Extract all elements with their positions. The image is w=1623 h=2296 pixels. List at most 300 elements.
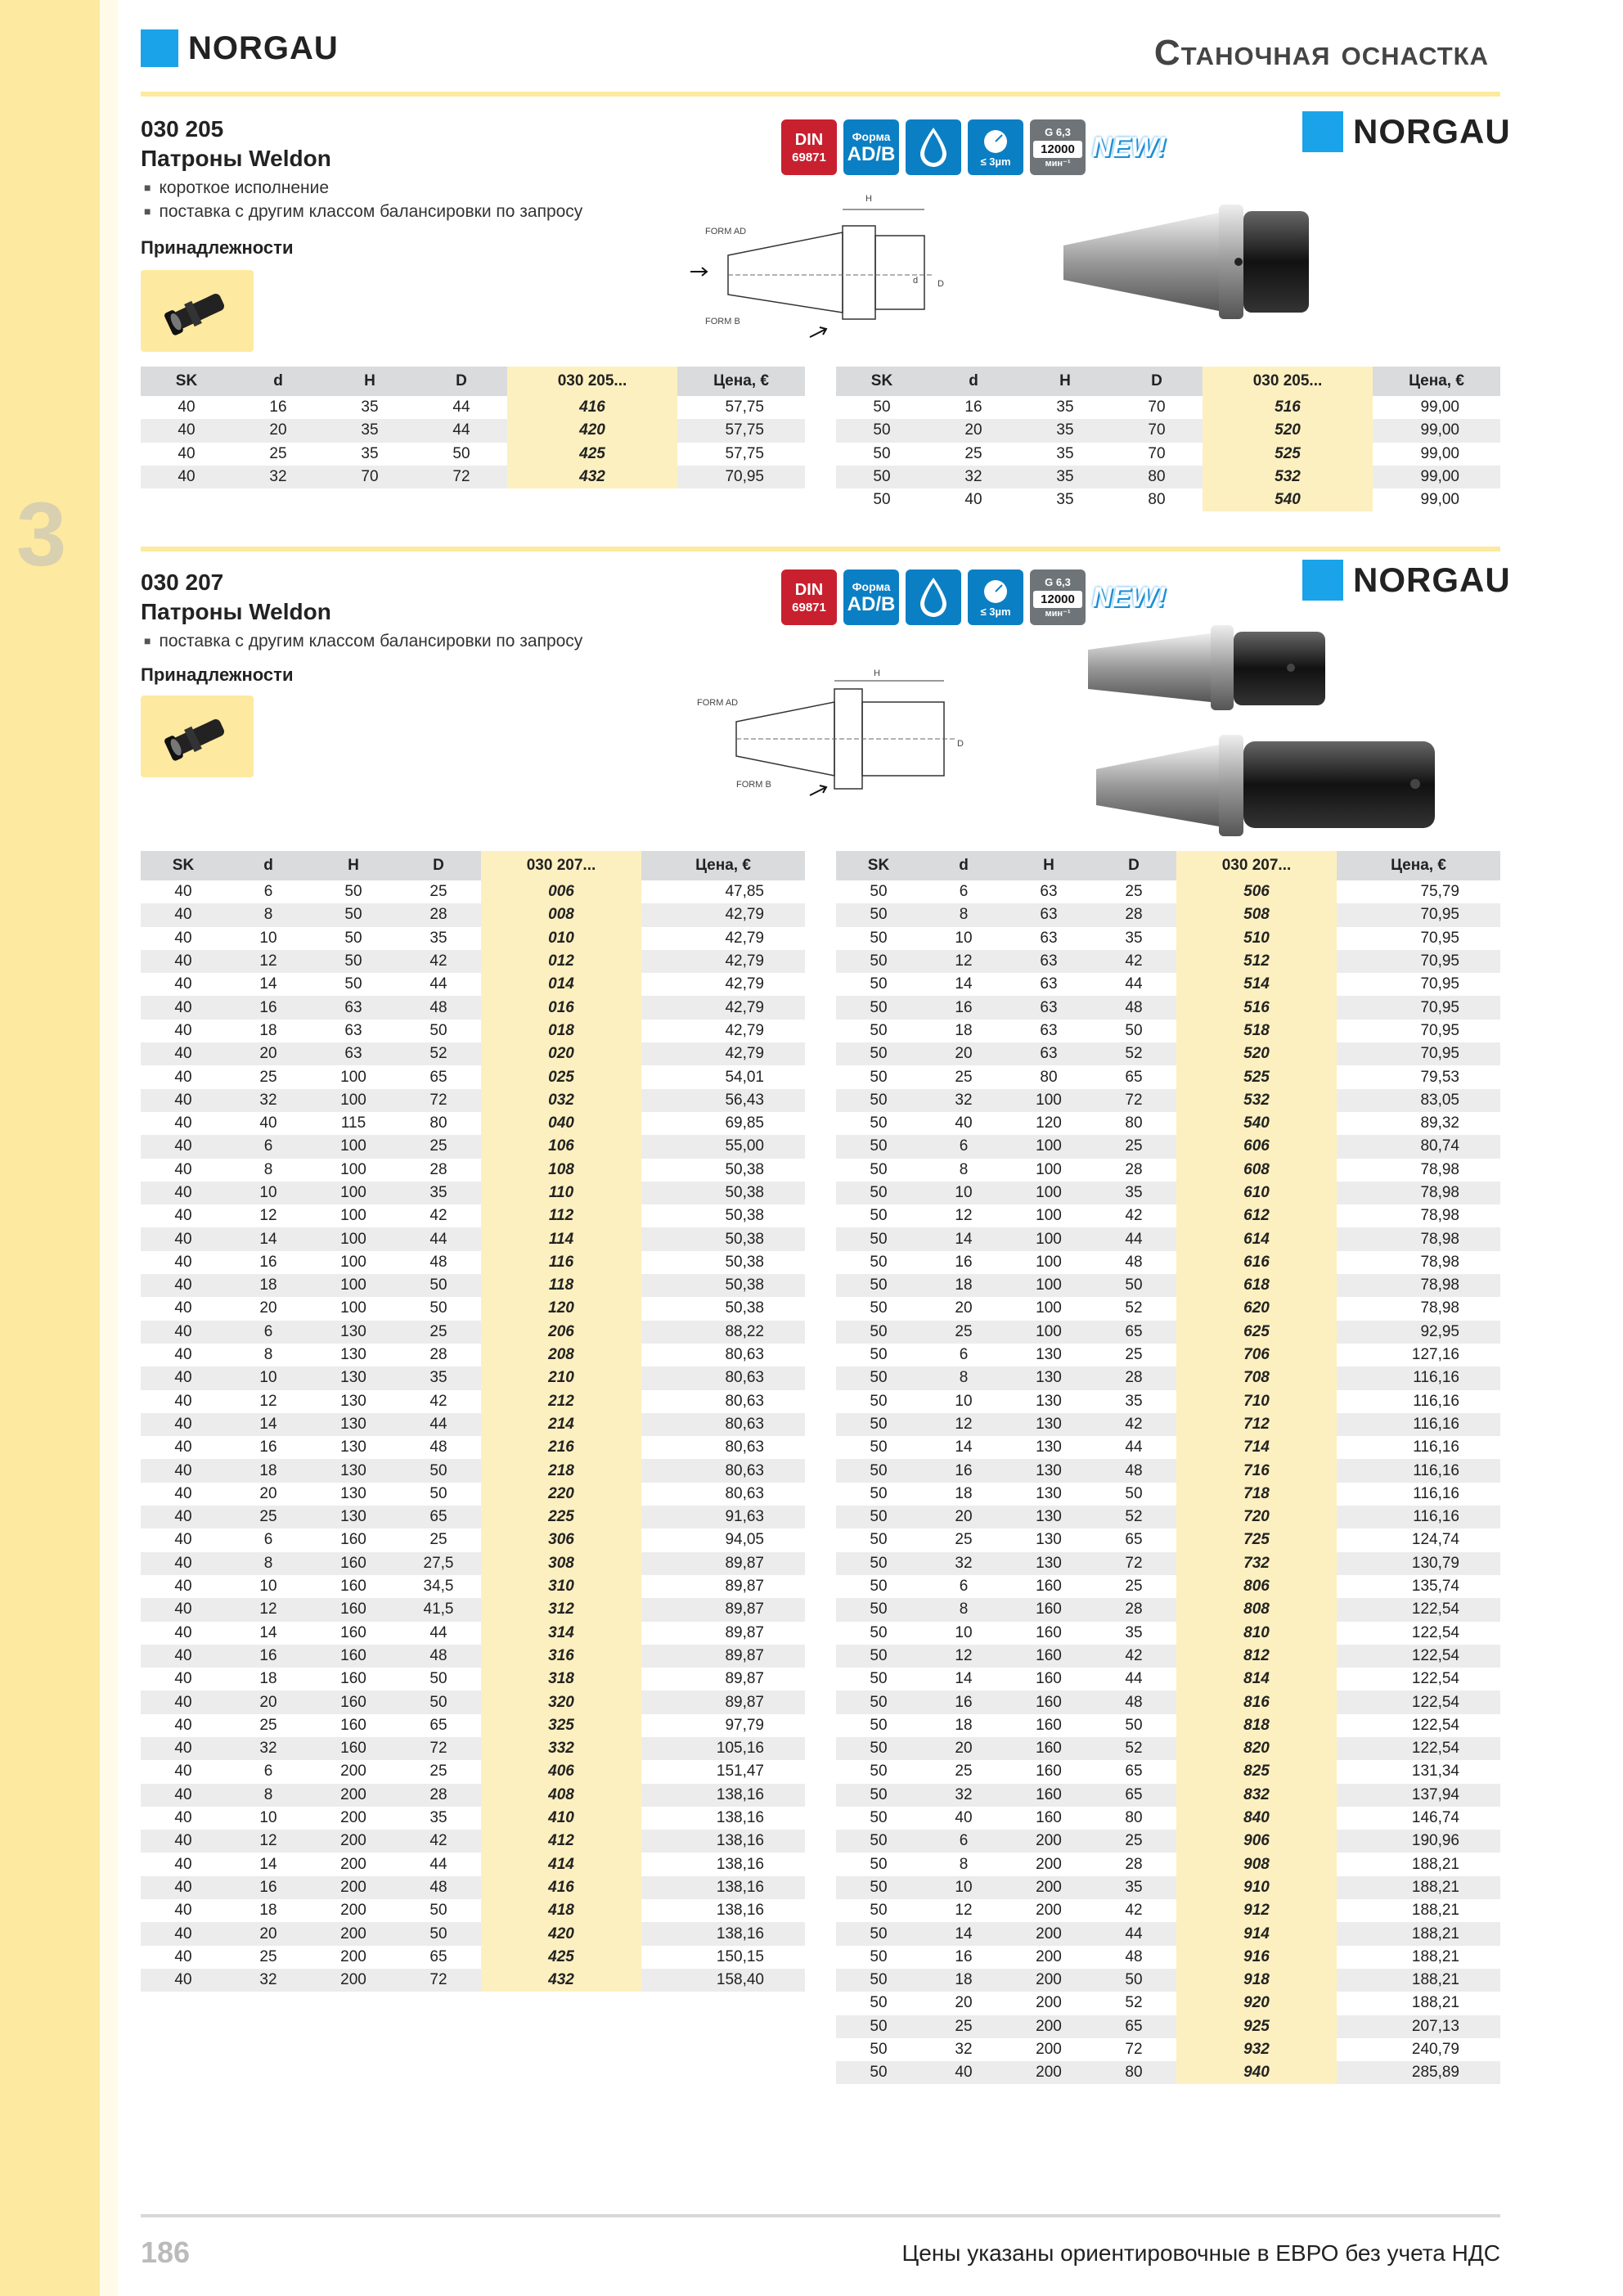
table-cell: 28 [429,1346,447,1364]
table-cell: 50 [836,2061,921,2084]
price-cell: 70,95 [1337,1042,1500,1065]
table-cell: 50 [870,1392,888,1410]
table-cell: 25 [396,1135,481,1158]
table-cell: 20 [226,1042,311,1065]
table-row [836,1552,1500,1575]
table-row [836,1737,1500,1760]
price-cell: 50,38 [725,1253,764,1271]
table-cell: 130 [1036,1392,1062,1410]
table-cell: 50 [870,1670,888,1688]
table-cell: 10 [955,1623,973,1641]
table-cell: 130 [340,1484,366,1502]
table-cell: 8 [226,1552,311,1575]
table-cell: 16 [921,1459,1006,1482]
price-cell: 138,16 [641,1876,805,1899]
table-cell: 40 [174,1623,192,1641]
order-code-cell: 525 [1203,443,1373,466]
table-cell: 16 [921,996,1006,1019]
table-cell: 32 [226,1969,311,1992]
table-cell: 40 [141,1042,226,1065]
table-cell: 16 [226,1876,311,1899]
table-row [141,1737,805,1760]
table-cell: 25 [1125,1346,1143,1364]
price-cell: 89,87 [725,1670,764,1688]
order-code-cell: 425 [481,1946,641,1969]
table-cell: 120 [1036,1114,1062,1132]
price-cell: 80,63 [641,1413,805,1436]
table-cell: 32 [232,466,324,488]
price-cell: 50,38 [641,1274,805,1297]
table-cell: 28 [1125,1855,1143,1873]
table-cell: 32 [928,466,1019,488]
table-cell: 44 [416,419,507,442]
table-cell: 50 [870,1947,888,1965]
table-cell: 40 [921,2061,1006,2084]
price-cell: 116,16 [1337,1366,1500,1389]
din-badge: DIN 69871 [781,119,837,175]
price-cell: 70,95 [1337,950,1500,973]
table-row [141,1366,805,1389]
order-code-cell: 820 [1176,1737,1337,1760]
order-code-cell: 306 [481,1528,641,1551]
table-row [141,1089,805,1112]
table-cell: 63 [344,1021,362,1039]
table-cell: 130 [311,1506,396,1528]
table-cell: 10 [955,929,973,947]
table-cell: 72 [416,466,507,488]
table-row [836,1876,1500,1899]
table-cell: 25 [1091,1830,1176,1853]
table-cell: 160 [1036,1623,1062,1641]
table-cell: 25 [429,1531,447,1549]
table-cell: 200 [340,1855,366,1873]
table-row [836,1366,1500,1389]
price-cell: 138,16 [641,1830,805,1853]
table-cell: 25 [396,1321,481,1344]
table-row [836,1251,1500,1274]
table-row [836,1042,1500,1065]
runout-gauge-icon: ≤ 3µm [968,119,1023,175]
price-cell: 158,40 [641,1969,805,1992]
table-cell: 40 [174,1068,192,1086]
table-cell: 200 [1036,2040,1062,2058]
table-cell: 50 [836,1459,921,1482]
price-cell: 78,98 [1337,1274,1500,1297]
table-cell: 50 [836,1645,921,1668]
table-cell: 40 [174,1438,192,1456]
table-cell: 50 [429,1484,447,1502]
table-cell: 48 [429,1438,447,1456]
table-cell: 25 [955,1068,973,1086]
order-code-cell: 808 [1176,1598,1337,1621]
table-cell: 42 [429,1207,447,1225]
table-cell: 16 [269,398,287,416]
table-cell: 160 [1006,1645,1091,1668]
order-code-cell: 220 [481,1483,641,1506]
order-code-cell: 018 [481,1020,641,1042]
order-code-cell: 318 [481,1668,641,1690]
table-cell: 50 [836,903,921,926]
pull-stud-icon [141,270,254,352]
table-cell: 40 [174,1855,192,1873]
table-row [836,1830,1500,1853]
table-cell: 130 [1006,1413,1091,1436]
table-row [836,1089,1500,1112]
price-cell: 99,00 [1373,419,1500,442]
price-cell: 75,79 [1420,883,1459,901]
order-code-cell: 832 [1176,1784,1337,1807]
table-cell: 130 [1006,1506,1091,1528]
table-cell: 50 [429,1670,447,1688]
table-cell: 6 [263,1531,273,1549]
table-cell: 50 [836,1321,921,1344]
table-row [836,419,1500,442]
table-cell: 200 [1036,1902,1062,1920]
table-row [836,880,1500,903]
table-cell: 100 [311,1135,396,1158]
order-code-cell: 016 [481,996,641,1019]
price-cell: 138,16 [641,1922,805,1945]
table-cell: 10 [921,1876,1006,1899]
table-cell: 16 [964,398,982,416]
technical-drawing [687,664,982,804]
price-cell: 78,98 [1420,1299,1459,1317]
price-cell: 135,74 [1411,1578,1459,1596]
table-cell: 25 [259,1068,277,1086]
table-cell: 50 [1125,1716,1143,1734]
table-cell: 14 [226,1413,311,1436]
table-cell: 200 [1006,1922,1091,1945]
order-code-cell: 710 [1176,1390,1337,1413]
table-row [141,1575,805,1598]
price-cell: 190,96 [1337,1830,1500,1853]
table-cell: 40 [178,398,196,416]
accessory-thumbnail[interactable] [141,270,254,352]
price-cell: 285,89 [1337,2061,1500,2084]
price-cell: 42,79 [641,996,805,1019]
svg-text:H: H [865,194,872,204]
table-cell: 50 [870,1068,888,1086]
table-cell: 16 [226,1645,311,1668]
table-cell: 100 [340,1299,366,1317]
table-row [836,1274,1500,1297]
table-cell: 35 [1125,1392,1143,1410]
table-row [141,1344,805,1366]
table-row [141,1830,805,1853]
order-code-cell: 806 [1176,1575,1337,1598]
price-cell: 70,95 [677,466,805,488]
table-cell: 130 [1006,1552,1091,1575]
price-cell: 130,79 [1337,1552,1500,1575]
price-cell: 70,95 [1337,996,1500,1019]
chapter-sidebar [0,0,100,2296]
order-code-cell: 810 [1176,1622,1337,1645]
table-row [141,1899,805,1922]
table-cell: 18 [955,1484,973,1502]
order-code-cell: 114 [481,1227,641,1250]
table-cell: 52 [1125,1994,1143,2012]
brand-logo: NORGAU [1302,560,1511,601]
price-cell: 92,95 [1337,1321,1500,1344]
table-cell: 50 [836,419,928,442]
table-cell: 8 [921,903,1006,926]
form-badge: Форма AD/B [843,119,899,175]
table-cell: 52 [1091,1737,1176,1760]
table-cell: 50 [344,929,362,947]
table-row [836,1459,1500,1482]
table-cell: 130 [1036,1531,1062,1549]
table-cell: 16 [921,1690,1006,1713]
table-header: SK d H D 030 207... Цена, € [836,851,1500,880]
price-cell: 70,95 [1420,975,1459,993]
table-cell: 10 [226,1366,311,1389]
table-cell: 50 [870,1716,888,1734]
table-cell: 32 [226,1737,311,1760]
table-row [836,443,1500,466]
table-row [141,996,805,1019]
order-code-cell: 416 [481,1876,641,1899]
table-cell: 65 [1125,1068,1143,1086]
table-row [836,1969,1500,1992]
price-cell: 124,74 [1411,1531,1459,1549]
price-cell: 78,98 [1420,1207,1459,1225]
price-cell: 89,87 [725,1623,764,1641]
coolant-drop-icon [906,119,961,175]
price-cell: 57,75 [725,444,764,462]
footer-divider [141,2214,1500,2217]
table-cell: 50 [836,1552,921,1575]
table-cell: 35 [1019,466,1111,488]
table-row [141,1020,805,1042]
order-code-cell: 732 [1176,1552,1337,1575]
order-code-cell: 825 [1176,1760,1337,1783]
table-cell: 48 [1091,1459,1176,1482]
table-cell: 40 [174,1947,192,1965]
accessory-thumbnail[interactable] [141,696,254,777]
order-code-cell: 920 [1176,1992,1337,2015]
table-cell: 18 [226,1274,311,1297]
table-cell: 14 [921,1922,1006,1945]
order-code-cell: 518 [1176,1020,1337,1042]
price-cell: 55,00 [641,1135,805,1158]
table-cell: 35 [361,444,379,462]
table-row [836,996,1500,1019]
table-cell: 65 [1125,1763,1143,1781]
table-cell: 160 [1036,1670,1062,1688]
table-cell: 50 [836,996,921,1019]
table-cell: 50 [836,1922,921,1945]
price-cell: 122,54 [1411,1716,1459,1734]
table-cell: 35 [429,1809,447,1827]
svg-text:H: H [874,669,880,678]
table-cell: 130 [1006,1366,1091,1389]
table-row [836,1112,1500,1135]
table-cell: 160 [1036,1763,1062,1781]
order-code-cell: 914 [1176,1922,1337,1945]
table-cell: 14 [226,1227,311,1250]
table-cell: 50 [836,1274,921,1297]
new-badge: NEW! [1091,131,1167,163]
order-code-cell: 510 [1176,927,1337,950]
price-cell: 116,16 [1413,1392,1459,1410]
table-cell: 200 [1036,1947,1062,1965]
table-cell: 20 [955,1994,973,2012]
order-code-cell: 618 [1176,1274,1337,1297]
table-cell: 65 [1091,1321,1176,1344]
order-code-cell: 410 [481,1807,641,1830]
price-cell: 150,15 [716,1947,764,1965]
order-code-cell: 912 [1176,1899,1337,1922]
table-cell: 48 [396,1876,481,1899]
table-cell: 18 [259,1902,277,1920]
table-cell: 20 [259,1299,277,1317]
table-cell: 160 [340,1531,366,1549]
order-code-cell: 712 [1176,1413,1337,1436]
table-cell: 80 [1111,466,1203,488]
table-cell: 40 [174,1484,192,1502]
balance-badge: G 6,3 12000 мин⁻¹ [1030,119,1086,175]
table-cell: 48 [1091,1690,1176,1713]
table-cell: 40 [174,1346,192,1364]
table-row [836,927,1500,950]
table-cell: 50 [836,1784,921,1807]
table-cell: 20 [921,1737,1006,1760]
order-code-cell: 014 [481,973,641,996]
price-table-sk40 [141,851,805,1992]
table-cell: 50 [1091,1969,1176,1992]
table-row [836,1159,1500,1182]
table-cell: 14 [259,1855,277,1873]
price-cell: 57,75 [677,419,805,442]
order-code-cell: 940 [1176,2061,1337,2084]
table-cell: 25 [955,1531,973,1549]
table-cell: 6 [959,1346,969,1364]
order-code-cell: 310 [481,1575,641,1598]
price-table-sk50 [836,367,1500,511]
table-cell: 50 [870,1855,888,1873]
table-cell: 50 [396,1274,481,1297]
table-cell: 44 [396,1227,481,1250]
table-cell: 40 [174,1531,192,1549]
price-cell: 99,00 [1420,491,1459,509]
table-cell: 50 [870,1809,888,1827]
table-cell: 130 [340,1346,366,1364]
table-cell: 40 [174,1207,192,1225]
table-cell: 72 [396,1089,481,1112]
table-cell: 40 [141,1274,226,1297]
table-row [141,1552,805,1575]
order-code-cell: 212 [481,1390,641,1413]
table-row [141,1807,805,1830]
price-cell: 188,21 [1411,1994,1459,2012]
order-code-cell: 432 [481,1969,641,1992]
balance-badge: G 6,3 12000 мин⁻¹ [1030,569,1086,625]
table-cell: 63 [1040,975,1058,993]
table-cell: 8 [226,1784,311,1807]
order-code-cell: 012 [481,950,641,973]
table-row [836,1784,1500,1807]
table-cell: 160 [311,1552,396,1575]
table-row [141,1506,805,1528]
price-cell: 89,87 [641,1645,805,1668]
order-code-cell: 840 [1176,1807,1337,1830]
table-row [141,1598,805,1621]
table-row [141,1969,805,1992]
table-cell: 80 [1125,1114,1143,1132]
table-cell: 18 [921,1274,1006,1297]
price-cell: 69,85 [725,1114,764,1132]
table-cell: 40 [141,1413,226,1436]
price-cell: 89,87 [641,1690,805,1713]
price-cell: 78,98 [1337,1182,1500,1204]
order-code-cell: 714 [1176,1436,1337,1459]
table-cell: 100 [1006,1274,1091,1297]
price-cell: 116,16 [1337,1413,1500,1436]
price-cell: 54,01 [725,1068,764,1086]
table-cell: 18 [259,1670,277,1688]
price-cell: 94,05 [725,1531,764,1549]
table-cell: 100 [311,1274,396,1297]
table-cell: 50 [452,444,470,462]
table-row [836,1899,1500,1922]
order-code-cell: 506 [1176,880,1337,903]
table-cell: 100 [340,1160,366,1178]
price-cell: 127,16 [1411,1346,1459,1364]
brand-logo: NORGAU [141,29,339,67]
table-cell: 80 [1125,1809,1143,1827]
table-cell: 40 [141,1922,226,1945]
table-row [836,1227,1500,1250]
table-cell: 65 [429,1716,447,1734]
table-cell: 63 [311,996,396,1019]
page-number: 186 [141,2235,191,2269]
table-cell: 16 [259,1253,277,1271]
table-row [141,1876,805,1899]
table-cell: 130 [311,1413,396,1436]
table-cell: 40 [141,1784,226,1807]
table-row [836,1297,1500,1320]
table-row [836,1344,1500,1366]
table-cell: 42 [1091,1645,1176,1668]
order-code-cell: 708 [1176,1366,1337,1389]
table-cell: 44 [1091,1227,1176,1250]
table-cell: 50 [870,929,888,947]
table-cell: 32 [921,1552,1006,1575]
accessories-label: Принадлежности [141,664,294,685]
table-cell: 44 [396,1413,481,1436]
table-cell: 160 [1006,1737,1091,1760]
table-cell: 25 [955,1763,973,1781]
table-cell: 50 [870,1299,888,1317]
order-code-cell: 020 [481,1042,641,1065]
technical-drawing [687,190,965,353]
order-code-cell: 718 [1176,1483,1337,1506]
order-code-cell: 910 [1176,1876,1337,1899]
table-row [141,1690,805,1713]
table-cell: 14 [955,1438,973,1456]
table-cell: 100 [311,1227,396,1250]
table-cell: 40 [955,1809,973,1827]
table-row [836,1528,1500,1551]
table-row [141,1714,805,1737]
table-cell: 100 [340,1068,366,1086]
table-cell: 100 [1036,1299,1062,1317]
table-cell: 6 [226,1135,311,1158]
header-divider [141,92,1500,97]
table-cell: 48 [396,996,481,1019]
table-row [836,973,1500,996]
chapter-number: 3 [16,484,67,585]
